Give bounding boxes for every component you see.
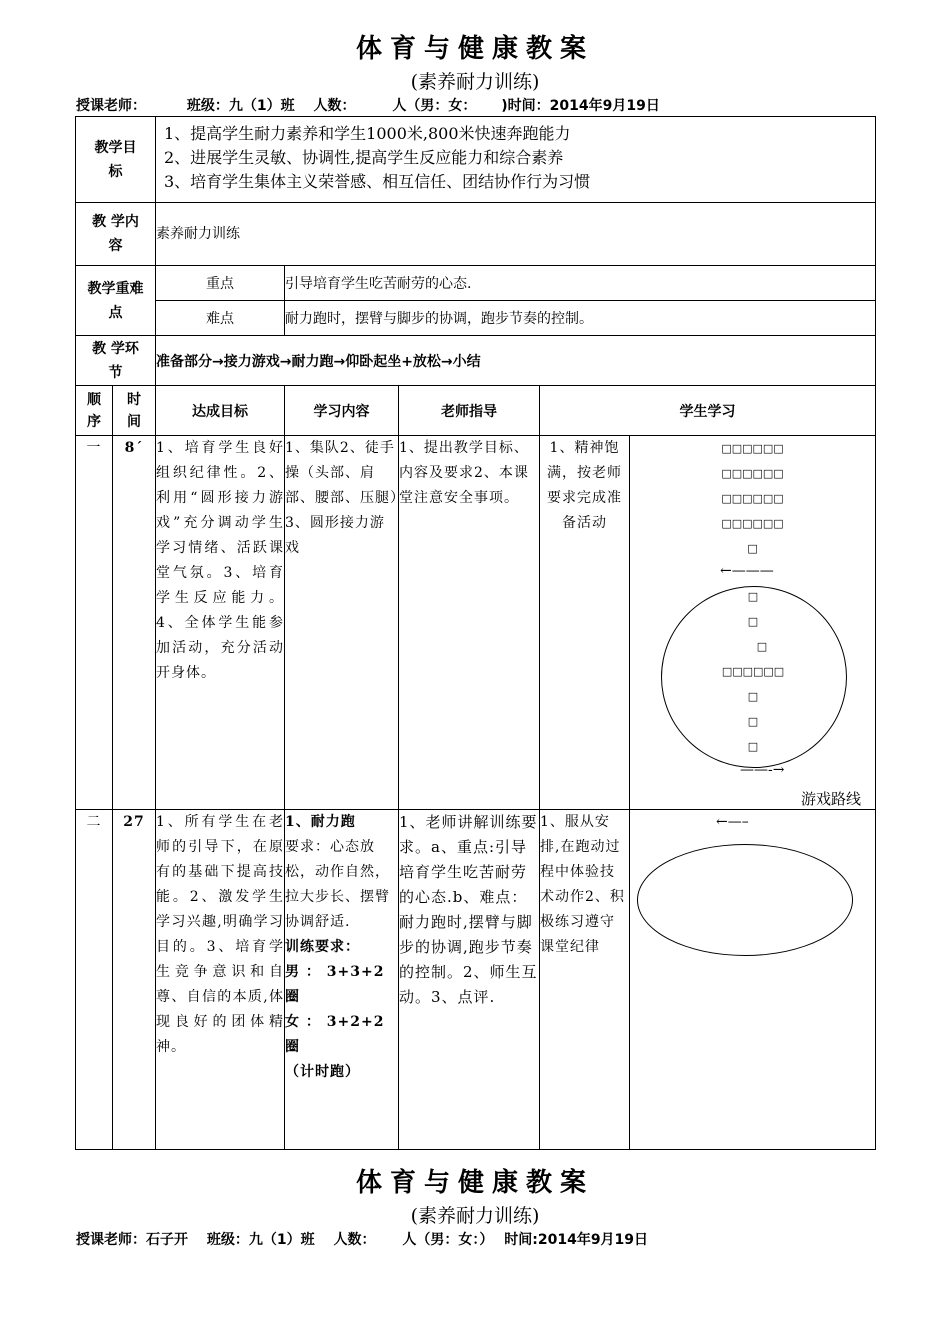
difficulty-label: 难点 bbox=[156, 301, 285, 336]
goal-label: 教学目标 bbox=[76, 117, 156, 203]
col-student: 学生学习 bbox=[540, 386, 876, 436]
key-label: 教学重难点 bbox=[76, 266, 156, 336]
col-order: 顺序 bbox=[76, 386, 113, 436]
time-2: 27 bbox=[113, 810, 156, 1150]
footer-title: 体育与健康教案 bbox=[355, 1168, 594, 1198]
content-1: 1、集队2、徒手操（头部、肩部、腰部、压腿）3、圆形接力游戏 bbox=[285, 436, 399, 810]
footer-time: 时间:2014年9月19日 bbox=[504, 1232, 649, 1248]
order-2: 二 bbox=[76, 810, 113, 1150]
class-info: 班级：九（1）班 bbox=[186, 98, 295, 114]
train-label: 训练要求： bbox=[285, 939, 360, 955]
route-label: 游戏路线 bbox=[801, 790, 862, 808]
section-row-2 bbox=[76, 810, 876, 1150]
order-1: 一 bbox=[76, 436, 113, 810]
timed-note: （计时跑） bbox=[285, 1064, 360, 1080]
key-point-value: 引导培育学生吃苦耐劳的心态. bbox=[285, 266, 876, 301]
student-1: 1、精神饱满，按老师要求完成准备活动 bbox=[540, 436, 630, 810]
student-2: 1、服从安排,在跑动过程中体验技术动作2、积极练习遵守课堂纪律 bbox=[540, 810, 630, 1150]
goal-item: 3、培育学生集体主义荣誉感、相互信任、团结协作行为习惯 bbox=[164, 172, 591, 191]
formation-row: □□□□□□ bbox=[721, 492, 784, 505]
content-value: 素养耐力训练 bbox=[156, 203, 876, 266]
col-goal: 达成目标 bbox=[156, 386, 285, 436]
col-content: 学习内容 bbox=[285, 386, 399, 436]
circle-markers: □ □ □ □□□□□□ □ □ □ bbox=[721, 590, 785, 753]
footer-teacher: 授课老师：石子开 bbox=[76, 1232, 188, 1248]
lesson-info bbox=[76, 95, 666, 115]
content-row bbox=[76, 203, 876, 266]
difficulty-row bbox=[76, 301, 876, 336]
footer-gender: 人（男：女：） bbox=[402, 1232, 494, 1248]
formation-row: □□□□□□ bbox=[721, 517, 784, 530]
key-point-row bbox=[76, 266, 876, 301]
time-1: 8´ bbox=[113, 436, 156, 810]
footer-subtitle: (素养耐力训练) bbox=[410, 1205, 540, 1227]
gender-info: 人（男：女： bbox=[392, 98, 477, 114]
route-arrow-bottom: ——-→ bbox=[740, 762, 785, 778]
column-header-row bbox=[76, 386, 876, 436]
formation-row: □ bbox=[747, 542, 758, 555]
goal-2: 1、所有学生在老师的引导下，在原有的基础下提高技能。2、激发学生学习兴趣,明确学习目的。3、培育学生竞争意识和自尊、自信的本质,体现良好的团体精神。 bbox=[156, 810, 285, 1150]
flow-row bbox=[76, 336, 876, 386]
content-2-req: 要求：心态放松，动作自然，拉大步长、摆臂协调舒适. bbox=[285, 839, 390, 930]
flow-value: 准备部分→接力游戏→耐力跑→仰卧起坐+放松→小结 bbox=[156, 336, 876, 386]
time-info: )时间：2014年9月19日 bbox=[501, 98, 660, 114]
formation-row: □□□□□□ bbox=[721, 467, 784, 480]
teacher-label: 授课老师： bbox=[76, 98, 146, 114]
flow-label: 教 学环 节 bbox=[76, 336, 156, 386]
goal-row bbox=[76, 117, 876, 203]
difficulty-value: 耐力跑时，摆臂与脚步的协调，跑步节奏的控制。 bbox=[285, 301, 876, 336]
female-laps: 女 ： 3+2+2圈 bbox=[285, 1014, 385, 1055]
goal-item: 2、进展学生灵敏、协调性,提高学生反应能力和综合素养 bbox=[164, 148, 564, 167]
footer-count: 人数： bbox=[333, 1232, 376, 1248]
male-laps: 男 ： 3+3+2圈 bbox=[285, 964, 385, 1005]
goal-list bbox=[156, 117, 876, 203]
content-label: 教 学内 容 bbox=[76, 203, 156, 266]
track-oval bbox=[637, 844, 853, 956]
count-label: 人数： bbox=[313, 98, 356, 114]
guide-1: 1、提出教学目标、内容及要求2、本课堂注意安全事项。 bbox=[399, 436, 540, 810]
col-time: 时间 bbox=[113, 386, 156, 436]
goal-item: 1、提高学生耐力素养和学生1000米,800米快速奔跑能力 bbox=[164, 124, 571, 143]
formation-row: □□□□□□ bbox=[721, 442, 784, 455]
key-point-label: 重点 bbox=[156, 266, 285, 301]
page-title: 体育与健康教案 bbox=[355, 34, 594, 64]
goal-1: 1、培育学生良好组织纪律性。2、利用“圆形接力游戏”充分调动学生学习情绪、活跃课堂气氛。3、培育学生反应能力。4、全体学生能参加活动，充分活动开身体。 bbox=[156, 436, 285, 810]
track-arrow: ←—– bbox=[716, 814, 749, 830]
footer-lesson-info bbox=[76, 1229, 654, 1249]
content-2-title: 1、耐力跑 bbox=[285, 814, 356, 830]
page-subtitle: (素养耐力训练) bbox=[410, 71, 540, 93]
content-2 bbox=[285, 810, 399, 1150]
route-arrow-top: ←——— bbox=[720, 563, 774, 579]
footer-class: 班级：九（1）班 bbox=[206, 1232, 315, 1248]
formation-diagram-1 bbox=[630, 436, 876, 810]
lesson-plan-table bbox=[75, 116, 876, 1150]
guide-2: 1、老师讲解训练要求。a、重点:引导培育学生吃苦耐劳的心态.b、难点：耐力跑时,摆臂与脚步的协调,跑步节奏的控制。2、师生互动。3、点评. bbox=[399, 810, 540, 1150]
col-guide: 老师指导 bbox=[399, 386, 540, 436]
track-diagram-2 bbox=[630, 810, 876, 1150]
section-row-1 bbox=[76, 436, 876, 810]
